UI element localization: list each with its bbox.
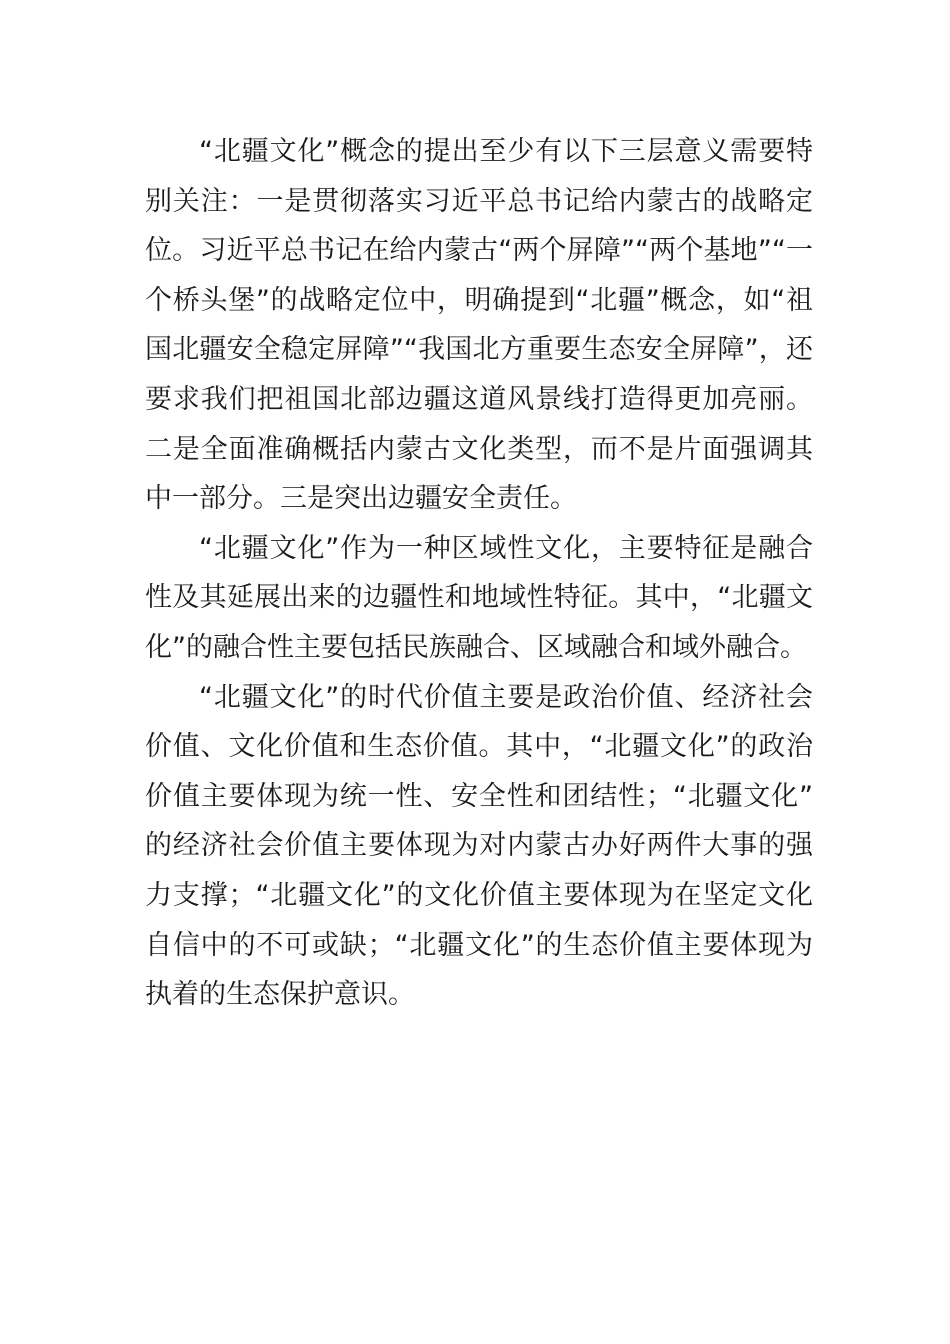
paragraph-contemporary-value: “北疆文化”的时代价值主要是政治价值、经济社会价值、文化价值和生态价值。其中，“北疆文化”的政治价值主要体现为统一性、安全性和团结性；“北疆文化”的经济社会价值主要体现为对内蒙古办好两件大事的强力支撑；“北疆文化”的文化价值主要体现为在坚定文化自信中的不可或缺；“北疆文化”的生态价值主要体现为执着的生态保护意识。 xyxy=(145,681,813,1011)
paragraph-concept-significance: “北疆文化”概念的提出至少有以下三层意义需要特别关注：一是贯彻落实习近平总书记给内蒙古的战略定位。习近平总书记在给内蒙古“两个屏障”“两个基地”“一个桥头堡”的战略定位中，明确提到“北疆”概念，如“祖国北疆安全稳定屏障”“我国北方重要生态安全屏障”，还要求我们把祖国北部边疆这道风景线打造得更加亮丽。二是全面准确概括内蒙古文化类型，而不是片面强调其中一部分。三是突出边疆安全责任。 xyxy=(145,136,813,515)
paragraph-regional-features: “北疆文化”作为一种区域性文化，主要特征是融合性及其延展出来的边疆性和地域性特征。其中，“北疆文化”的融合性主要包括民族融合、区域融合和域外融合。 xyxy=(145,532,813,663)
document-body xyxy=(145,127,813,1020)
